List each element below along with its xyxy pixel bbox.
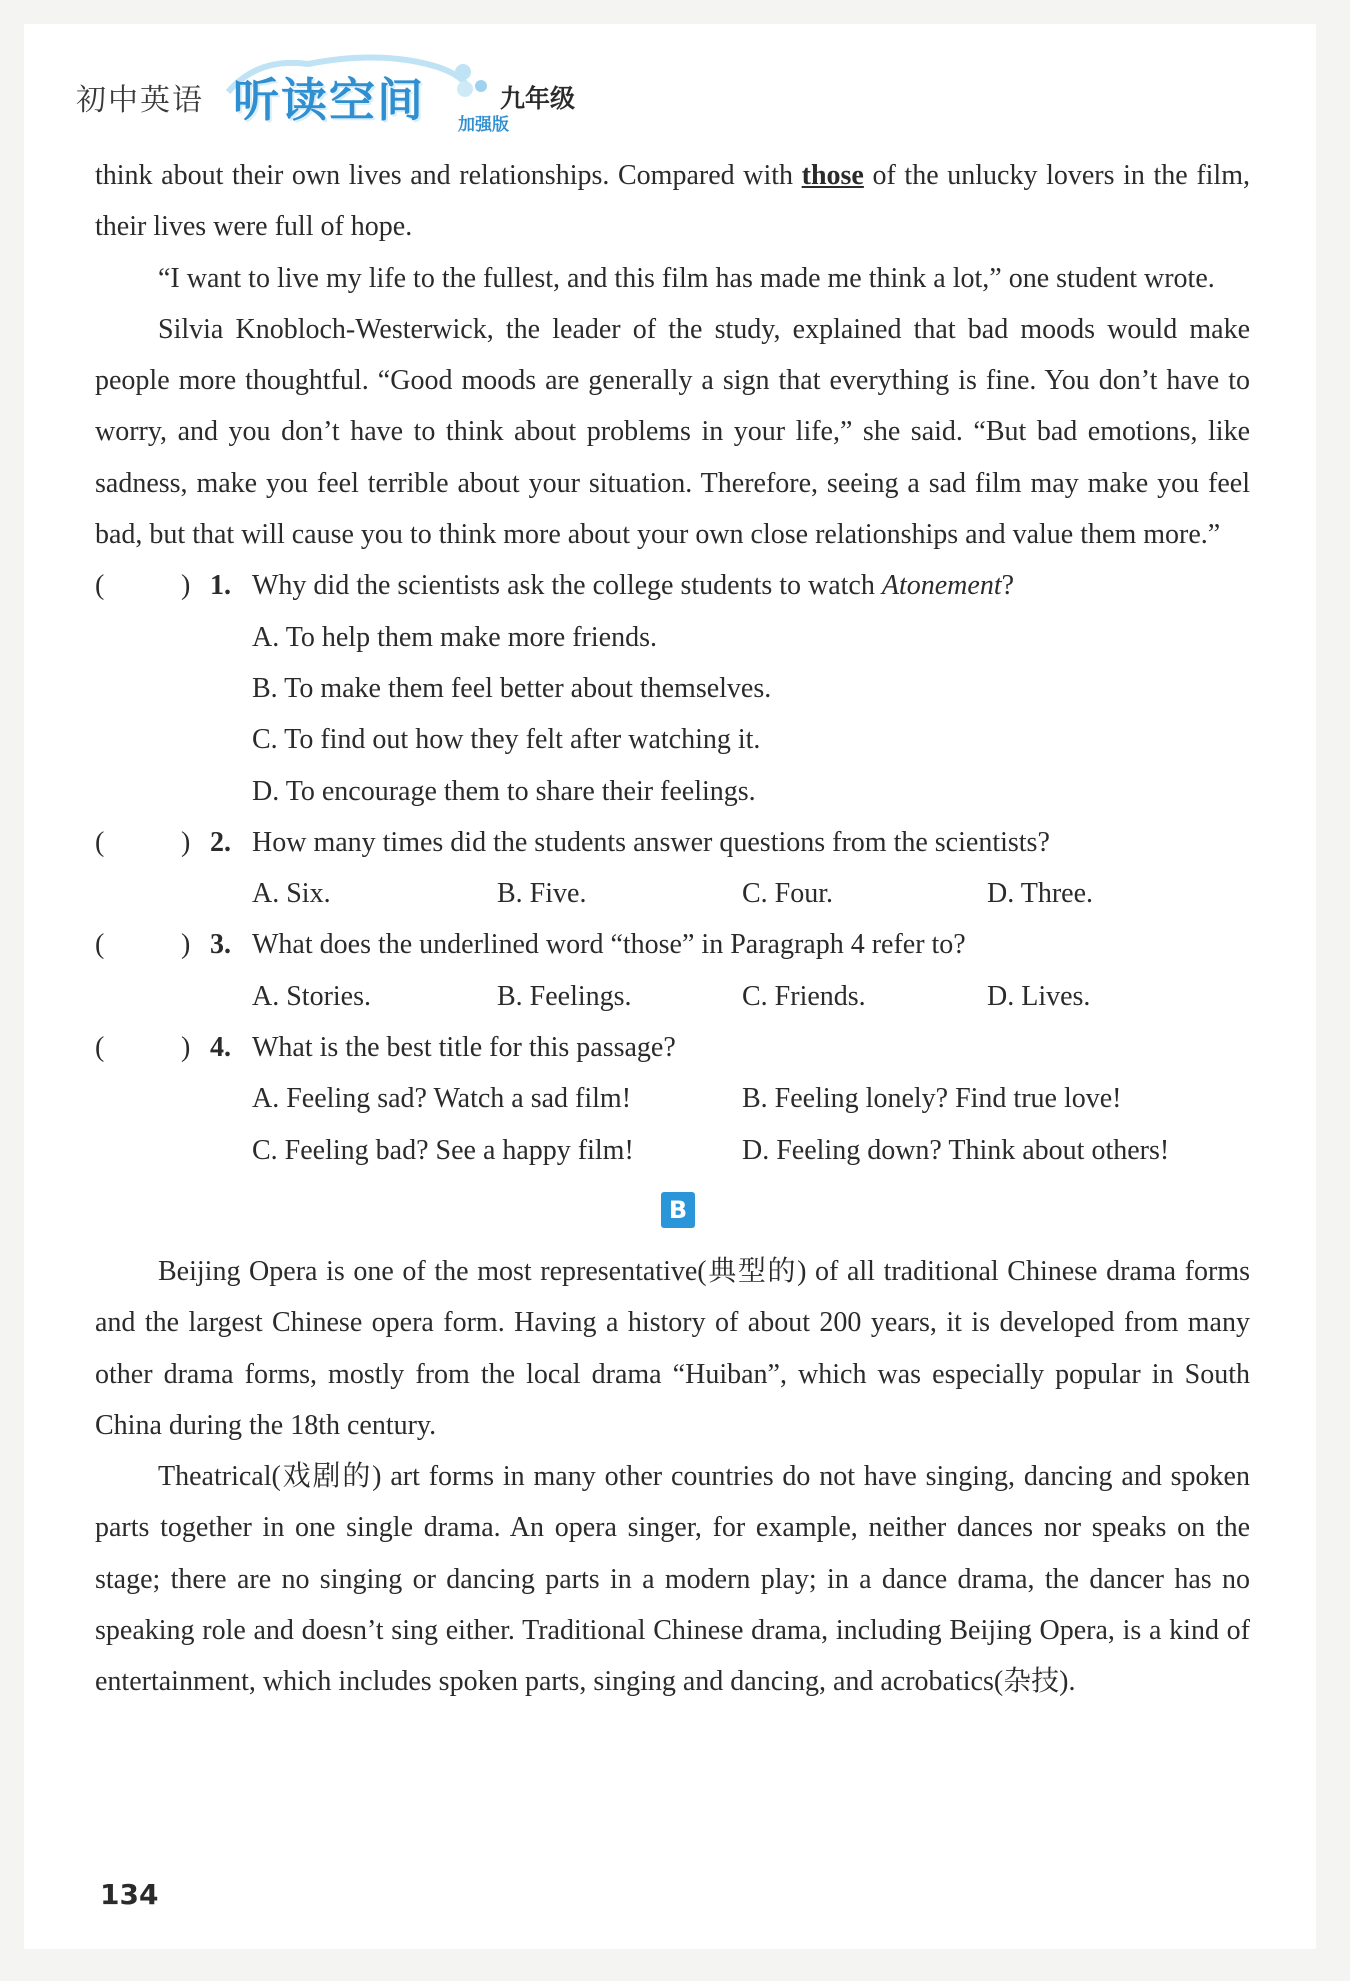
option-b: B. Feeling lonely? Find true love! [742, 1083, 1122, 1115]
grade-label: 九年级 [500, 84, 576, 113]
book-logo: 听读空间 [233, 73, 425, 127]
options-row [95, 868, 1250, 919]
section-badge: B [661, 1192, 695, 1228]
option-d: D. Lives. [987, 980, 1091, 1012]
option-b: B. To make them feel better about themselves. [252, 672, 772, 704]
option-a: A. Six. [252, 878, 331, 910]
paren-right: ) [181, 826, 191, 858]
question-number: 4. [210, 1032, 231, 1064]
text-run: ? [1001, 570, 1015, 602]
text-run: of the unlucky lovers in the film, their lives were full of hope. [95, 160, 1250, 243]
option-c: C. Four. [742, 878, 834, 910]
option-c: C. To find out how they felt after watching it. [252, 724, 761, 756]
option-a: A. To help them make more friends. [252, 621, 657, 653]
options-row [95, 1073, 1250, 1124]
question-text: What does the underlined word “those” in Paragraph 4 refer to? [252, 929, 966, 961]
paren-left: ( [95, 1032, 105, 1064]
option-b: B. Five. [497, 878, 587, 910]
paren-left: ( [95, 826, 105, 858]
question-text [252, 560, 1250, 611]
paragraph: Theatrical(戏剧的) art forms in many other countries do not have singing, dancing and spoken parts together in one single drama. An opera singer, for example, neither dances nor speaks on the stage; there are no singing or dancing parts in a modern play; in a dance drama, the dancer has no speaking role and doesn’t sing either. Traditional Chinese drama, including Beijing Opera, is a kind of entertainment, which includes spoken parts, singing and dancing, and acrobatics(杂技). [95, 1461, 1250, 1698]
option-d: D. Feeling down? Think about others! [742, 1134, 1170, 1166]
paren-right: ) [181, 1032, 191, 1064]
paragraph: Beijing Opera is one of the most representative(典型的) of all traditional Chinese drama forms and the largest Chinese opera form. Having a history of about 200 years, it is developed from many other drama forms, mostly from the local drama “Huiban”, which was especially popular in South China during the 18th century. [95, 1255, 1250, 1441]
question-number: 2. [210, 826, 231, 858]
option-c: C. Feeling bad? See a happy film! [252, 1134, 634, 1166]
question-2 [95, 817, 1250, 868]
question-text: How many times did the students answer questions from the scientists? [252, 826, 1050, 858]
option-a: A. Stories. [252, 980, 371, 1012]
option-d: D. To encourage them to share their feelings. [252, 775, 756, 807]
option-d: D. Three. [987, 878, 1093, 910]
page-number: 134 [100, 1878, 159, 1911]
text-run: Why did the scientists ask the college students to watch [252, 570, 882, 602]
decorative-dots-icon [453, 74, 498, 104]
book-series-label: 初中英语 [76, 83, 204, 118]
question-1 [95, 560, 1250, 611]
paragraph: Silvia Knobloch-Westerwick, the leader of the study, explained that bad moods would make people more thoughtful. “Good moods are generally a sign that everything is fine. You don’t have to worry, and you don’t have to think about problems in your life,” she said. “But bad emotions, like sadness, make you feel terrible about your situation. Therefore, seeing a sad film may make you feel bad, but that will cause you to think more about your own close relationships and value them more.” [95, 313, 1250, 551]
paragraph: “I want to live my life to the fullest, and this film has made me think a lot,” one student wrote. [158, 262, 1215, 294]
option-a: A. Feeling sad? Watch a sad film! [252, 1083, 632, 1115]
page-content [95, 150, 1250, 1708]
paragraph [95, 150, 1250, 253]
option-c: C. Friends. [742, 980, 866, 1012]
paren-right: ) [181, 570, 191, 602]
paren-left: ( [95, 929, 105, 961]
section-b-heading [95, 1176, 1250, 1246]
options-row [95, 1125, 1250, 1176]
underlined-word: those [801, 160, 864, 191]
options-row [95, 971, 1250, 1022]
question-3 [95, 919, 1250, 970]
question-number: 1. [210, 570, 231, 602]
answer-blank[interactable] [95, 817, 195, 868]
paren-left: ( [95, 570, 105, 602]
question-number: 3. [210, 929, 231, 961]
option-b: B. Feelings. [497, 980, 632, 1012]
answer-blank[interactable] [95, 1022, 195, 1073]
answer-blank[interactable] [95, 560, 195, 611]
edition-label: 加强版 [458, 115, 509, 135]
text-run: think about their own lives and relationships. Compared with [95, 160, 802, 191]
paren-right: ) [181, 929, 191, 961]
question-4 [95, 1022, 1250, 1073]
italic-title: Atonement [881, 570, 1002, 602]
answer-blank[interactable] [95, 919, 195, 970]
question-text: What is the best title for this passage? [252, 1032, 676, 1064]
page-header [48, 44, 848, 134]
